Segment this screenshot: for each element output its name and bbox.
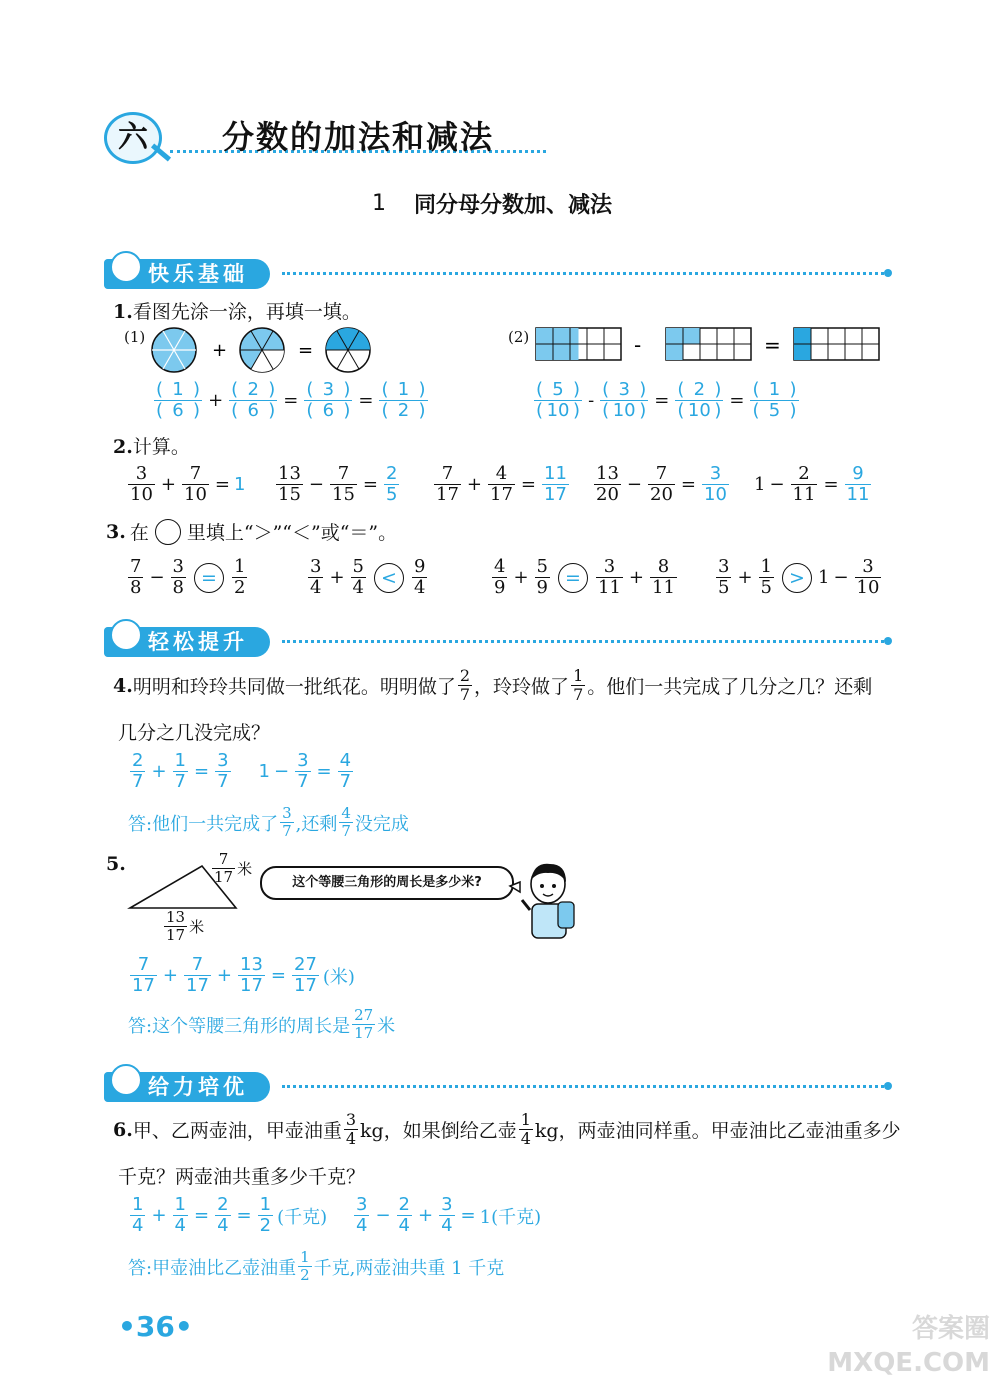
q6-calculation-2: $\frac{3}{4}$ − $\frac{2}{4}$ + $\frac{3}{4}$ = 1(千克) [356, 1194, 542, 1236]
q5-calculation: $\frac{7}{17}$ + $\frac{7}{17}$ + $\frac{13}{17}$ = $\frac{27}{17}$ (米) [132, 954, 355, 996]
q5-label: 5. [106, 853, 126, 875]
q2-item-1: $\frac{3}{10}$ + $\frac{7}{10}$ = 1 [130, 463, 246, 505]
watermark: 答案圈 MXQE.COM [827, 1314, 990, 1378]
q5-answer: 答:这个等腰三角形的周长是 $\frac{27}{17}$ 米 [128, 1006, 396, 1042]
q3-label: 3. [106, 520, 126, 543]
section-header-advanced [104, 1072, 270, 1102]
q1-prompt [113, 297, 361, 324]
section-divider [282, 640, 884, 643]
page-number: •36• [118, 1310, 193, 1343]
q1-text: 看图先涂一涂，再填一填。 [132, 301, 361, 323]
q3-item-2: $\frac{3}{4}$ + $\frac{5}{4}$ < $\frac{9}{4}$ [310, 556, 426, 598]
q1-pie-figures [150, 326, 380, 374]
pie-3 [326, 328, 370, 372]
q3-answer-3[interactable]: = [558, 563, 588, 593]
chapter-number: 六 [118, 120, 148, 155]
q4-answer: 答:他们一共完成了 $\frac{3}{7}$ ,还剩 $\frac{4}{7}$ 没完成 [128, 804, 409, 840]
lesson-title [372, 188, 612, 219]
svg-text:=: = [298, 340, 314, 361]
section-title: 轻松提升 [148, 630, 248, 654]
q1-equation-1: $\frac{( 1 )}{( 6 )}$ + $\frac{( 2 )}{( 6 )}$ = $\frac{( 3 )}{( 6 )}$ = $\frac{( 1 )}{( 2 )}$ [156, 379, 426, 421]
svg-text:=: = [764, 333, 781, 357]
q6-prompt: 6. 甲、乙两壶油，甲壶油重 $\frac{3}{4}$ kg，如果倒给乙壶 $\frac{1}{4}$ kg，两壶油同样重。甲壶油比乙壶油重多少 [113, 1110, 901, 1148]
pie-1 [152, 328, 196, 372]
section-divider-end [884, 269, 892, 277]
q3-answer-4[interactable]: > [782, 563, 812, 593]
q1-bar-figures [534, 326, 884, 362]
q2-item-2: $\frac{13}{15}$ − $\frac{7}{15}$ = $\frac{2}{5}$ [278, 463, 398, 505]
q1-part1-label: (1) [124, 328, 146, 346]
q5-side-label: $\frac{7}{17}$ 米 [214, 850, 253, 886]
section-header-improve [104, 627, 270, 657]
bar-2 [666, 328, 751, 360]
section-divider-end [884, 637, 892, 645]
lesson-name: 同分母分数加、减法 [414, 193, 613, 218]
answer-circle-icon [155, 519, 181, 545]
pie-2 [240, 328, 284, 372]
q3-item-3: $\frac{4}{9}$ + $\frac{5}{9}$ = $\frac{3}{11}$ + $\frac{8}{11}$ [494, 556, 675, 598]
section-divider [282, 272, 884, 275]
q4-prompt-line2: 几分之几没完成？ [118, 722, 271, 744]
q3-answer-1[interactable]: = [194, 563, 224, 593]
q2-label: 2. [113, 436, 133, 458]
lesson-number: 1 [372, 191, 386, 216]
q3-prompt: 3. 在 里填上“＞”“＜”或“＝”。 [106, 520, 398, 544]
section-title: 给力培优 [148, 1075, 248, 1099]
bar-3 [794, 328, 879, 360]
q3-answer-2[interactable]: < [374, 563, 404, 593]
bar-1 [536, 328, 621, 360]
q1-part2-label: (2) [508, 328, 530, 346]
q5-base-label: $\frac{13}{17}$ 米 [166, 908, 205, 944]
q2-item-3: $\frac{7}{17}$ + $\frac{4}{17}$ = $\frac{11}{17}$ [436, 463, 567, 505]
chapter-title: 分数的加法和减法 [222, 118, 495, 156]
speech-bubble [260, 866, 514, 900]
section-divider-end [884, 1082, 892, 1090]
clock-icon [110, 251, 142, 283]
section-divider [282, 1085, 884, 1088]
q6-calculation-1: $\frac{1}{4}$ + $\frac{1}{4}$ = $\frac{2}{4}$ = $\frac{1}{2}$ (千克) [132, 1194, 328, 1236]
q3-item-4: $\frac{3}{5}$ + $\frac{1}{5}$ > 1 − $\frac{3}{10}$ [718, 556, 880, 598]
svg-text:-: - [634, 333, 642, 357]
boy-character-icon [508, 860, 578, 944]
q6-prompt-line2: 千克？两壶油共重多少千克？ [118, 1166, 366, 1188]
section-header-basic [104, 259, 270, 289]
svg-text:+: + [212, 340, 228, 361]
section-title: 快乐基础 [148, 262, 248, 286]
clock-icon [110, 1064, 142, 1096]
q2-item-4: $\frac{13}{20}$ − $\frac{7}{20}$ = $\frac{3}{10}$ [596, 463, 727, 505]
bubble-text: 这个等腰三角形的周长是多少米? [292, 875, 482, 890]
q2-item-5: 1 − $\frac{2}{11}$ = $\frac{9}{11}$ [754, 463, 870, 505]
chapter-badge [104, 112, 162, 164]
q4-calculation: $\frac{2}{7}$ + $\frac{1}{7}$ = $\frac{3}{7}$ 1 − $\frac{3}{7}$ = $\frac{4}{7}$ [132, 750, 352, 792]
q2-prompt [113, 432, 190, 459]
clock-icon [110, 619, 142, 651]
q3-item-1: $\frac{7}{8}$ − $\frac{3}{8}$ = $\frac{1}{2}$ [130, 556, 246, 598]
q4-prompt: 4. 明明和玲玲共同做一批纸花。明明做了 $\frac{2}{7}$ ，玲玲做了 $\frac{1}{7}$ 。他们一共完成了几分之几？还剩 [113, 666, 873, 704]
q2-text: 计算。 [132, 436, 190, 458]
q1-equation-2: $\frac{( 5 )}{( 10 )}$ - $\frac{( 3 )}{( 10 )}$ = $\frac{( 2 )}{( 10 )}$ = $\frac{( 1 )}{( 5 )}$ [536, 379, 797, 421]
q6-answer: 答:甲壶油比乙壶油重 $\frac{1}{2}$ 千克,两壶油共重 1 千克 [128, 1248, 505, 1284]
q1-label: 1. [113, 301, 133, 323]
